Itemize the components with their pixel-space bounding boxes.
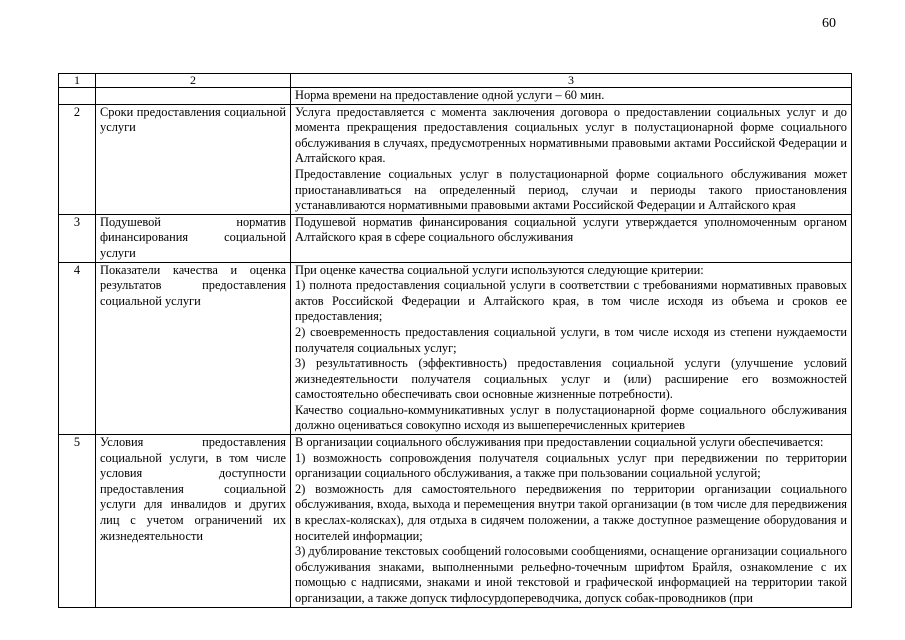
paragraph: Норма времени на предоставление одной услуги – 60 мин. <box>295 88 605 102</box>
page-number: 60 <box>822 16 836 31</box>
row-name <box>96 88 291 105</box>
paragraph: В организации социального обслуживания при предоставлении социальной услуги обеспечивается: <box>295 435 824 450</box>
row-number: 5 <box>59 435 96 608</box>
table-row <box>59 88 852 105</box>
row-number: 4 <box>59 262 96 435</box>
paragraph: 2) своевременность предоставления социальной услуги, в том числе исходя из степени нуждаемости получателя социальных услуг; <box>295 324 847 355</box>
row-name: Сроки предоставления социальной услуги <box>96 104 291 214</box>
table-row <box>59 435 852 608</box>
table-row <box>59 262 852 435</box>
paragraph: Подушевой норматив финансирования социальной услуги утверждается уполномоченным органом Алтайского края в сфере социального обслуживания <box>295 214 847 245</box>
table-header-row <box>59 74 852 88</box>
paragraph: 2) возможность для самостоятельного передвижения по территории организации социального обслуживания, входа, выхода и перемещения внутри такой организации (в том числе для передвижения в креслах-колясках), для отдыха в сидячем положении, а также доступное размещение оборудования и носителей информации; <box>295 481 847 543</box>
paragraph: Качество социально-коммуникативных услуг в полустационарной форме социального обслуживания должно оцениваться совокупно исходя из вышеперечисленных критериев <box>295 402 847 433</box>
row-name: Показатели качества и оценка результатов предоставления социальной услуги <box>96 262 291 435</box>
row-number <box>59 88 96 105</box>
row-name: Подушевой норматив финансирования социальной услуги <box>96 214 291 262</box>
row-name: Условия предоставления социальной услуги, в том числе условия доступности предоставления социальной услуги для инвалидов и других лиц с учетом ограничений их жизнедеятельности <box>96 435 291 608</box>
header-col-1: 1 <box>59 74 96 88</box>
row-description <box>291 262 852 435</box>
row-description <box>291 435 852 608</box>
paragraph: 3) дублирование текстовых сообщений голосовыми сообщениями, оснащение организации социального обслуживания знаками, выполненными рельефно-точечным шрифтом Брайля, ознакомление с их помощью с надписями, знаками и иной текстовой и графической информацией на территории такой организации, а также допуск тифлосурдопереводчика, допуск собак-проводников (при <box>295 544 847 605</box>
row-description <box>291 104 852 214</box>
row-description <box>291 214 852 262</box>
row-description <box>291 88 852 105</box>
row-number: 2 <box>59 104 96 214</box>
paragraph: При оценке качества социальной услуги используются следующие критерии: <box>295 262 704 277</box>
table-row <box>59 104 852 214</box>
services-table <box>58 73 852 608</box>
paragraph: 3) результативность (эффективность) предоставления социальной услуги (улучшение условий жизнедеятельности получателя социальных услуг и (или) расширение его возможностей самостоятельно обеспечивать свои основные жизненные потребности). <box>295 356 847 402</box>
header-col-2: 2 <box>96 74 291 88</box>
paragraph: Предоставление социальных услуг в полустационарной форме социального обслуживания может приостанавливаться на определенный период, случаи и периоды такого приостановления устанавливаются нормативными правовыми актами Российской Федерации и Алтайского края <box>295 166 847 213</box>
paragraph: 1) полнота предоставления социальной услуги в соответствии с требованиями нормативных правовых актов Российской Федерации и Алтайского края, в том числе исходя из объема и сроков ее предоставления; <box>295 278 847 324</box>
table-row <box>59 214 852 262</box>
header-col-3: 3 <box>291 74 852 88</box>
paragraph: 1) возможность сопровождения получателя социальных услуг при передвижении по территории организации социального обслуживания, а также при пользовании социальной услугой; <box>295 450 847 481</box>
paragraph: Услуга предоставляется с момента заключения договора о предоставлении социальных услуг и до момента прекращения предоставления социальных услуг в полустационарной форме социального обслуживания в случаях, предусмотренных нормативными правовыми актами Российской Федерации и Алтайского края. <box>295 104 847 166</box>
row-number: 3 <box>59 214 96 262</box>
